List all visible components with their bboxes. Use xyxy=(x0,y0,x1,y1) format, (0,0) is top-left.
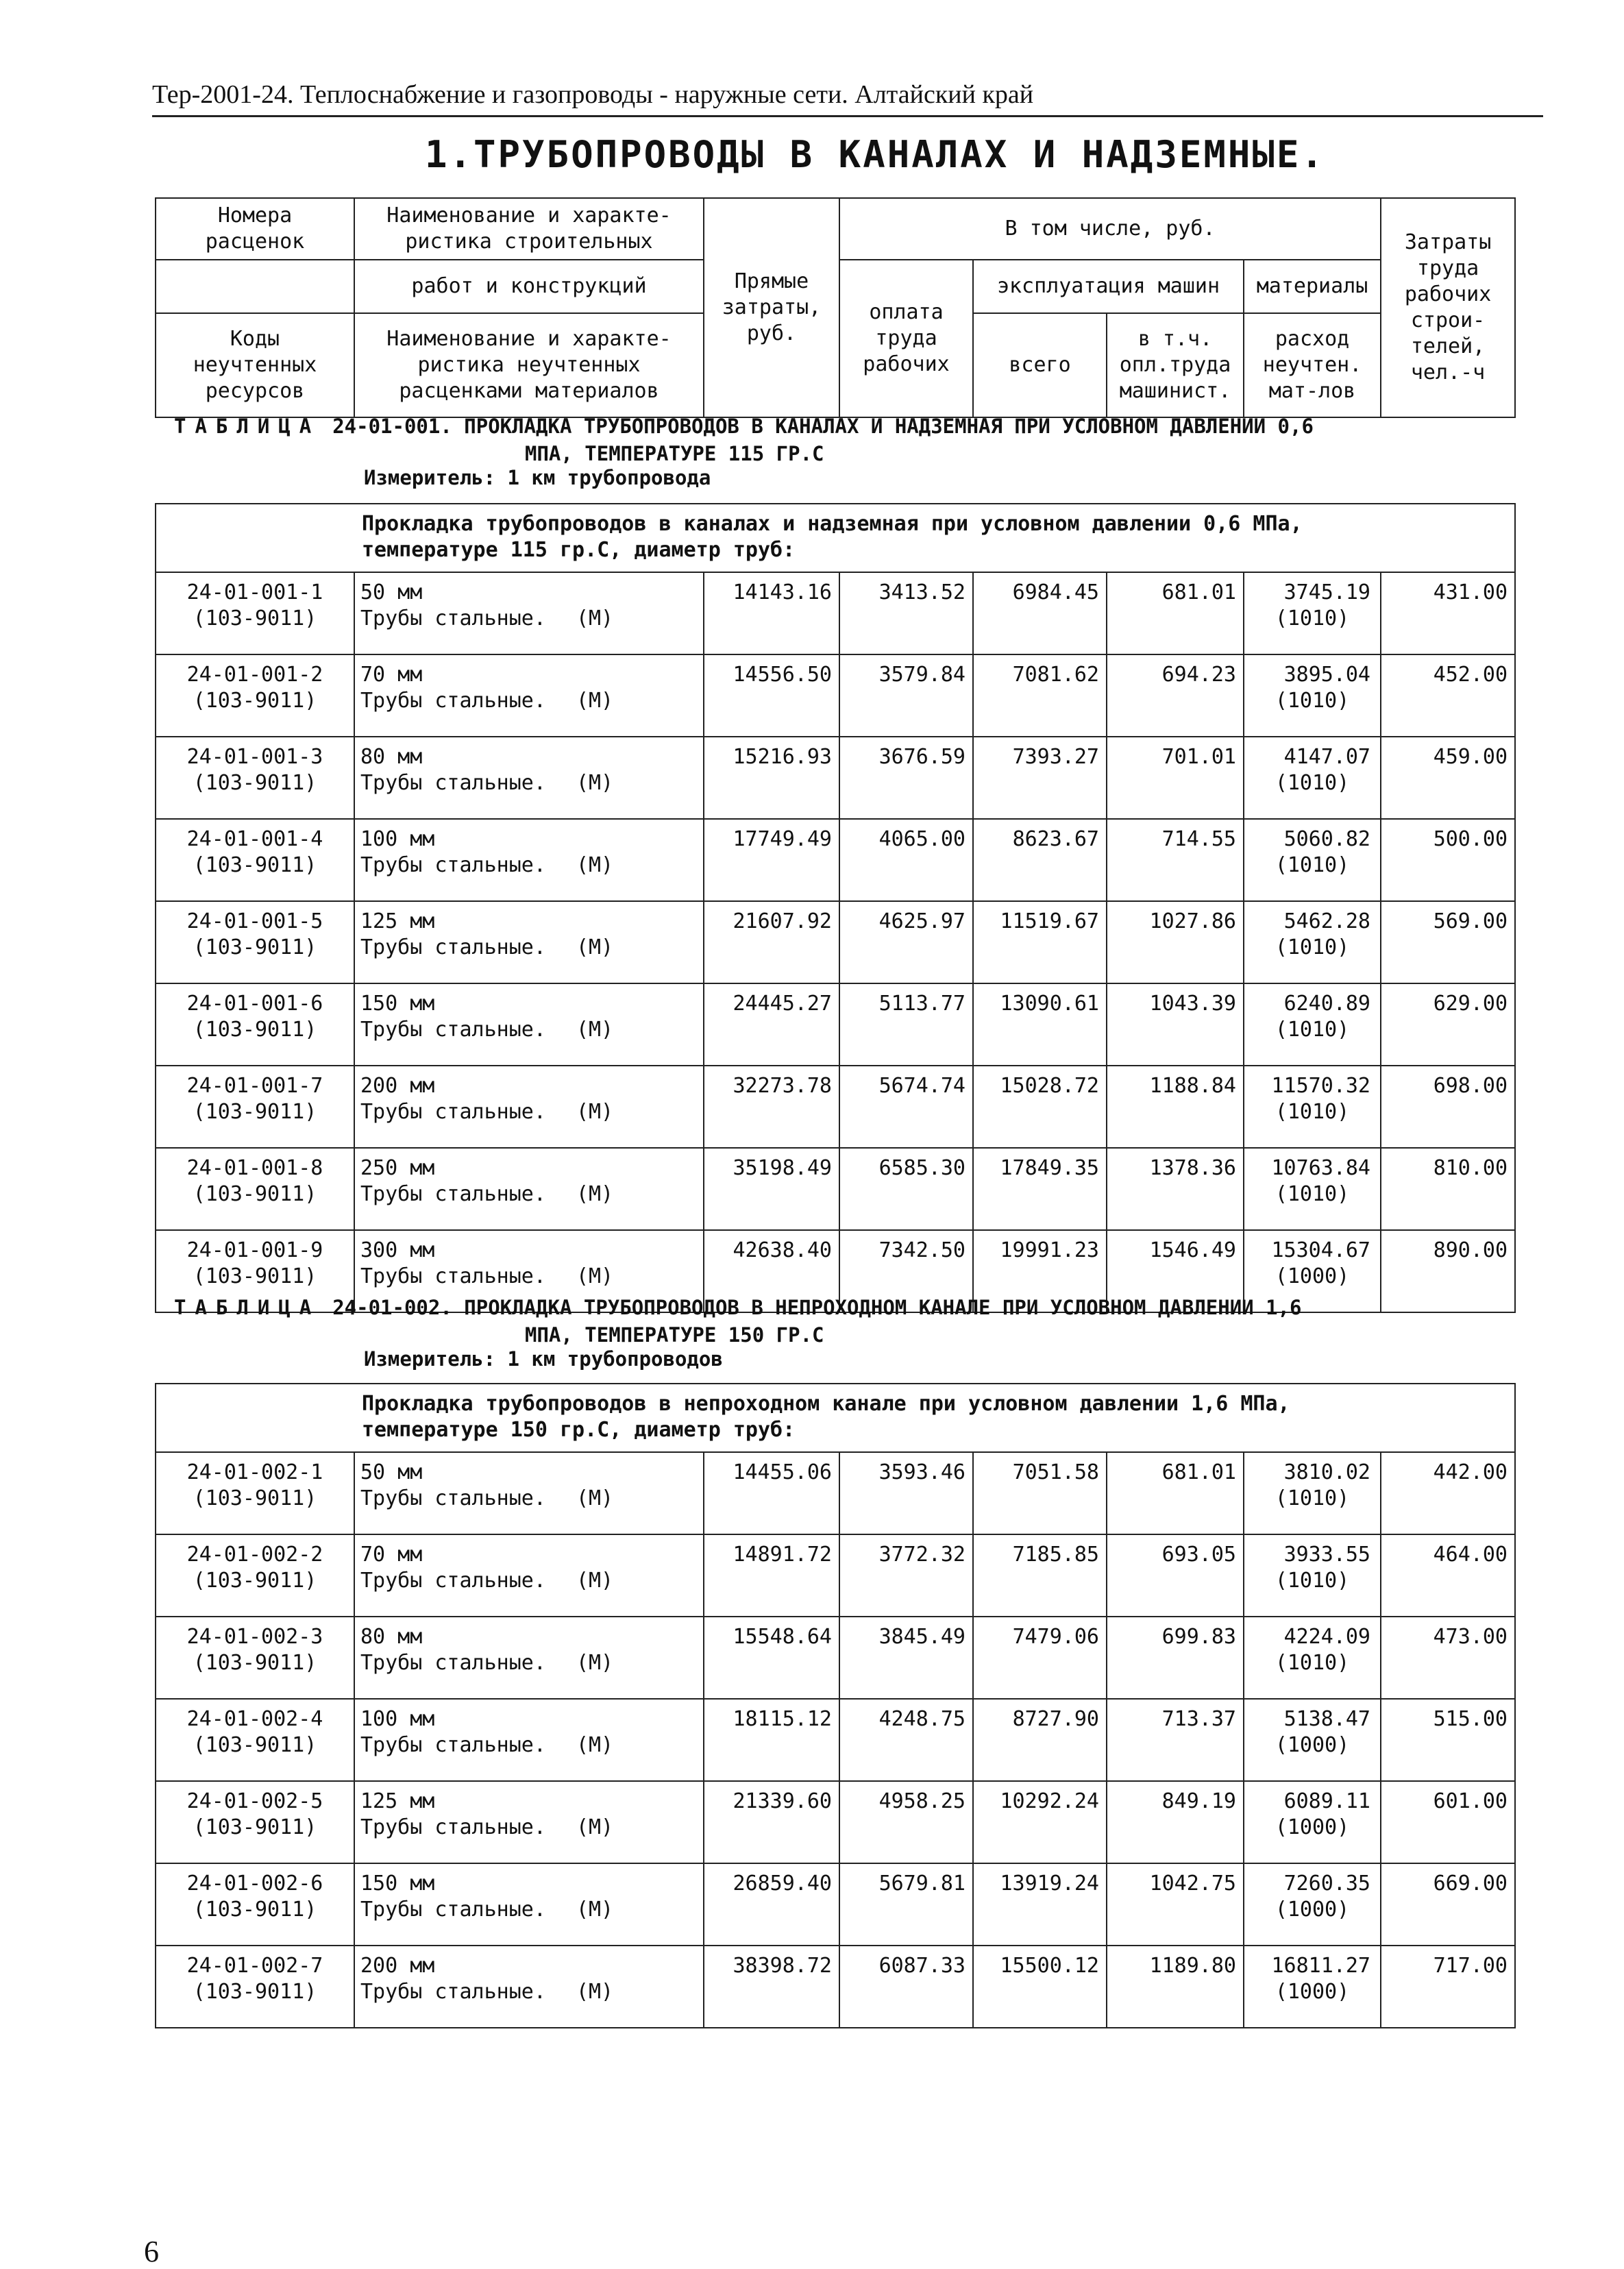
rate-code-cell xyxy=(156,1699,354,1781)
description-cell xyxy=(354,983,704,1066)
resource-code: (103-9011) xyxy=(193,689,317,713)
materials-cell xyxy=(1244,983,1381,1066)
machine-cost: 11519.67 xyxy=(973,901,1107,983)
description-cell xyxy=(354,1617,704,1699)
material-resource-code: (1000) xyxy=(1275,1264,1350,1288)
materials-cell xyxy=(1244,1452,1381,1534)
material-name: Трубы стальные. xyxy=(360,689,546,713)
material-name: Трубы стальные. xyxy=(360,1486,546,1510)
material-resource-code: (1010) xyxy=(1275,935,1350,959)
table-title-24-01-002: ТАБЛИЦА 24-01-002. ПРОКЛАДКА ТРУБОПРОВОДОВ В НЕПРОХОДНОМ КАНАЛЕ ПРИ УСЛОВНОМ ДАВЛЕНИИ 1,6 МПА, ТЕМПЕРАТУРЕ 150 ГР.С xyxy=(174,1296,1302,1347)
column-header-grid xyxy=(155,197,1516,418)
labor-cost: 4958.25 xyxy=(839,1781,973,1863)
rate-code-cell xyxy=(156,901,354,983)
material-unit: (М) xyxy=(576,1100,614,1124)
material-line xyxy=(360,1264,703,1290)
materials-cell xyxy=(1244,819,1381,901)
rate-code: 24-01-002-2 xyxy=(186,1543,323,1567)
materials-cell xyxy=(1244,1699,1381,1781)
labor-cost: 3845.49 xyxy=(839,1617,973,1699)
machine-cost: 10292.24 xyxy=(973,1781,1107,1863)
material-resource-code: (1010) xyxy=(1275,1182,1350,1206)
labor-cost: 3772.32 xyxy=(839,1534,973,1617)
labor-cost: 6087.33 xyxy=(839,1946,973,2028)
rate-code: 24-01-001-6 xyxy=(186,992,323,1016)
resource-code: (103-9011) xyxy=(193,1486,317,1510)
measure-unit: Измеритель: 1 км трубопровода xyxy=(364,466,711,489)
resource-code: (103-9011) xyxy=(193,1898,317,1922)
header-v-tom-chisle: В том числе, руб. xyxy=(839,198,1381,260)
materials-cost: 5138.47 xyxy=(1283,1707,1370,1731)
material-line xyxy=(360,1650,703,1676)
material-name: Трубы стальные. xyxy=(360,935,546,959)
direct-cost: 42638.40 xyxy=(704,1230,839,1312)
table-subheader: Прокладка трубопроводов в непроходном канале при условном давлении 1,6 МПа, температуре 150 гр.С, диаметр труб: xyxy=(156,1384,1515,1452)
pipe-diameter: 80 мм xyxy=(360,745,423,769)
table-row xyxy=(156,901,1515,983)
table-row xyxy=(156,1066,1515,1148)
table-row xyxy=(156,572,1515,654)
machine-cost: 7051.58 xyxy=(973,1452,1107,1534)
labor-cost: 3593.46 xyxy=(839,1452,973,1534)
rate-code: 24-01-002-1 xyxy=(186,1460,323,1484)
description-cell xyxy=(354,1148,704,1230)
pipe-diameter: 80 мм xyxy=(360,1625,423,1649)
rate-code-cell xyxy=(156,983,354,1066)
labor-cost: 4625.97 xyxy=(839,901,973,983)
material-unit: (М) xyxy=(576,853,614,877)
labor-cost: 6585.30 xyxy=(839,1148,973,1230)
table-title-24-01-001: ТАБЛИЦА 24-01-001. ПРОКЛАДКА ТРУБОПРОВОДОВ В КАНАЛАХ И НАДЗЕМНАЯ ПРИ УСЛОВНОМ ДАВЛЕНИИ 0,6 МПА, ТЕМПЕРАТУРЕ 115 ГР.С xyxy=(174,415,1314,465)
table-row xyxy=(156,1946,1515,2028)
materials-cell xyxy=(1244,1781,1381,1863)
machine-cost: 13919.24 xyxy=(973,1863,1107,1946)
materials-cell xyxy=(1244,1863,1381,1946)
labor-hours: 569.00 xyxy=(1381,901,1515,983)
material-unit: (М) xyxy=(576,1980,614,2004)
description-cell xyxy=(354,654,704,737)
resource-code: (103-9011) xyxy=(193,1651,317,1675)
material-resource-code: (1000) xyxy=(1275,1815,1350,1839)
labor-cost: 3579.84 xyxy=(839,654,973,737)
table-row xyxy=(156,1534,1515,1617)
measure-unit: Измеритель: 1 км трубопроводов xyxy=(364,1347,723,1371)
labor-cost: 4248.75 xyxy=(839,1699,973,1781)
direct-cost: 14455.06 xyxy=(704,1452,839,1534)
machinist-cost: 714.55 xyxy=(1107,819,1244,901)
header-oplata-truda: оплата труда рабочих xyxy=(839,260,973,417)
header-naimenovanie-rabot-cont: работ и конструкций xyxy=(354,260,704,313)
rate-code: 24-01-001-3 xyxy=(186,745,323,769)
materials-cell xyxy=(1244,1617,1381,1699)
materials-cost: 15304.67 xyxy=(1271,1238,1370,1262)
pipe-diameter: 70 мм xyxy=(360,663,423,687)
table-row xyxy=(156,1863,1515,1946)
page-number: 6 xyxy=(144,2235,159,2268)
machine-cost: 13090.61 xyxy=(973,983,1107,1066)
pipe-diameter: 300 мм xyxy=(360,1238,435,1262)
labor-cost: 3676.59 xyxy=(839,737,973,819)
pipe-diameter: 100 мм xyxy=(360,827,435,851)
rate-code-cell xyxy=(156,572,354,654)
materials-cost: 10763.84 xyxy=(1271,1156,1370,1180)
labor-hours: 890.00 xyxy=(1381,1230,1515,1312)
machinist-cost: 1378.36 xyxy=(1107,1148,1244,1230)
table-row xyxy=(156,1781,1515,1863)
header-ekspluataciya-mashin: эксплуатация машин xyxy=(973,260,1244,313)
material-resource-code: (1000) xyxy=(1275,1898,1350,1922)
rate-code: 24-01-002-7 xyxy=(186,1954,323,1978)
description-cell xyxy=(354,737,704,819)
material-unit: (М) xyxy=(576,606,614,630)
materials-cost: 6089.11 xyxy=(1283,1789,1370,1813)
labor-hours: 629.00 xyxy=(1381,983,1515,1066)
rate-code: 24-01-002-6 xyxy=(186,1872,323,1896)
pipe-diameter: 70 мм xyxy=(360,1543,423,1567)
header-naimenovanie-materialov: Наименование и характе- ристика неучтенных расценками материалов xyxy=(354,313,704,417)
running-header: Тер-2001-24. Теплоснабжение и газопроводы - наружные сети. Алтайский край xyxy=(152,80,1034,109)
machine-cost: 17849.35 xyxy=(973,1148,1107,1230)
machinist-cost: 1546.49 xyxy=(1107,1230,1244,1312)
rate-code: 24-01-002-4 xyxy=(186,1707,323,1731)
material-resource-code: (1010) xyxy=(1275,771,1350,795)
materials-cell xyxy=(1244,1534,1381,1617)
resource-code: (103-9011) xyxy=(193,1980,317,2004)
rate-code-cell xyxy=(156,1148,354,1230)
material-unit: (М) xyxy=(576,1486,614,1510)
material-unit: (М) xyxy=(576,1733,614,1757)
description-cell xyxy=(354,819,704,901)
resource-code: (103-9011) xyxy=(193,1733,317,1757)
rate-code-cell xyxy=(156,819,354,901)
rate-code-cell xyxy=(156,654,354,737)
material-name: Трубы стальные. xyxy=(360,771,546,795)
header-rule xyxy=(152,115,1543,117)
machinist-cost: 1188.84 xyxy=(1107,1066,1244,1148)
material-line xyxy=(360,1815,703,1841)
header-vsego: всего xyxy=(973,313,1107,417)
material-line xyxy=(360,935,703,961)
direct-cost: 14891.72 xyxy=(704,1534,839,1617)
material-name: Трубы стальные. xyxy=(360,1264,546,1288)
material-name: Трубы стальные. xyxy=(360,1182,546,1206)
header-pryamye-zatraty: Прямые затраты, руб. xyxy=(704,198,839,417)
machinist-cost: 693.05 xyxy=(1107,1534,1244,1617)
material-resource-code: (1010) xyxy=(1275,1651,1350,1675)
labor-hours: 698.00 xyxy=(1381,1066,1515,1148)
materials-cell xyxy=(1244,901,1381,983)
material-line xyxy=(360,1979,703,2005)
rate-code-cell xyxy=(156,1452,354,1534)
labor-hours: 601.00 xyxy=(1381,1781,1515,1863)
material-name: Трубы стальные. xyxy=(360,1815,546,1839)
labor-hours: 442.00 xyxy=(1381,1452,1515,1534)
material-name: Трубы стальные. xyxy=(360,1569,546,1593)
material-unit: (М) xyxy=(576,1182,614,1206)
materials-cost: 4224.09 xyxy=(1283,1625,1370,1649)
material-resource-code: (1000) xyxy=(1275,1733,1350,1757)
header-nomera: Номера расценок xyxy=(156,198,354,260)
rate-code-cell xyxy=(156,1946,354,2028)
materials-cost: 5060.82 xyxy=(1283,827,1370,851)
materials-cost: 3933.55 xyxy=(1283,1543,1370,1567)
resource-code: (103-9011) xyxy=(193,1018,317,1042)
machinist-cost: 694.23 xyxy=(1107,654,1244,737)
pipe-diameter: 200 мм xyxy=(360,1074,435,1098)
pipe-diameter: 150 мм xyxy=(360,1872,435,1896)
material-resource-code: (1010) xyxy=(1275,1018,1350,1042)
rate-code-cell xyxy=(156,1617,354,1699)
header-nomera-cont xyxy=(156,260,354,313)
machinist-cost: 1042.75 xyxy=(1107,1863,1244,1946)
material-line xyxy=(360,1486,703,1512)
rate-code: 24-01-001-5 xyxy=(186,909,323,933)
labor-hours: 459.00 xyxy=(1381,737,1515,819)
description-cell xyxy=(354,1066,704,1148)
direct-cost: 15216.93 xyxy=(704,737,839,819)
table-row xyxy=(156,737,1515,819)
header-zatraty-truda: Затраты труда рабочих строи- телей, чел.-ч xyxy=(1381,198,1515,417)
direct-cost: 38398.72 xyxy=(704,1946,839,2028)
pipe-diameter: 200 мм xyxy=(360,1954,435,1978)
price-table-24-01-001 xyxy=(155,503,1516,1313)
material-unit: (М) xyxy=(576,1898,614,1922)
labor-hours: 452.00 xyxy=(1381,654,1515,737)
material-resource-code: (1000) xyxy=(1275,1980,1350,2004)
material-resource-code: (1010) xyxy=(1275,689,1350,713)
direct-cost: 24445.27 xyxy=(704,983,839,1066)
rate-code: 24-01-001-2 xyxy=(186,663,323,687)
material-name: Трубы стальные. xyxy=(360,853,546,877)
direct-cost: 26859.40 xyxy=(704,1863,839,1946)
machine-cost: 7185.85 xyxy=(973,1534,1107,1617)
table-row xyxy=(156,1452,1515,1534)
direct-cost: 17749.49 xyxy=(704,819,839,901)
resource-code: (103-9011) xyxy=(193,1182,317,1206)
machinist-cost: 1043.39 xyxy=(1107,983,1244,1066)
materials-cell xyxy=(1244,1066,1381,1148)
labor-hours: 669.00 xyxy=(1381,1863,1515,1946)
section-title: 1.ТРУБОПРОВОДЫ В КАНАЛАХ И НАДЗЕМНЫЕ. xyxy=(425,133,1325,176)
resource-code: (103-9011) xyxy=(193,1100,317,1124)
direct-cost: 32273.78 xyxy=(704,1066,839,1148)
direct-cost: 14143.16 xyxy=(704,572,839,654)
materials-cell xyxy=(1244,572,1381,654)
machinist-cost: 699.83 xyxy=(1107,1617,1244,1699)
material-line xyxy=(360,1099,703,1125)
material-name: Трубы стальные. xyxy=(360,1651,546,1675)
material-resource-code: (1010) xyxy=(1275,853,1350,877)
table-row xyxy=(156,1699,1515,1781)
description-cell xyxy=(354,572,704,654)
material-line xyxy=(360,688,703,714)
direct-cost: 21607.92 xyxy=(704,901,839,983)
material-unit: (М) xyxy=(576,1815,614,1839)
machine-cost: 8623.67 xyxy=(973,819,1107,901)
resource-code: (103-9011) xyxy=(193,935,317,959)
description-cell xyxy=(354,1781,704,1863)
description-cell xyxy=(354,1452,704,1534)
materials-cost: 7260.35 xyxy=(1283,1872,1370,1896)
materials-cost: 6240.89 xyxy=(1283,992,1370,1016)
pipe-diameter: 125 мм xyxy=(360,909,435,933)
description-cell xyxy=(354,1946,704,2028)
rate-code-cell xyxy=(156,1781,354,1863)
table-row xyxy=(156,983,1515,1066)
resource-code: (103-9011) xyxy=(193,1815,317,1839)
labor-cost: 4065.00 xyxy=(839,819,973,901)
labor-hours: 810.00 xyxy=(1381,1148,1515,1230)
materials-cost: 5462.28 xyxy=(1283,909,1370,933)
pipe-diameter: 125 мм xyxy=(360,1789,435,1813)
material-line xyxy=(360,1897,703,1923)
rate-code: 24-01-001-9 xyxy=(186,1238,323,1262)
material-line xyxy=(360,1181,703,1207)
materials-cost: 3810.02 xyxy=(1283,1460,1370,1484)
resource-code: (103-9011) xyxy=(193,1264,317,1288)
rate-code-cell xyxy=(156,1066,354,1148)
description-cell xyxy=(354,1534,704,1617)
labor-hours: 500.00 xyxy=(1381,819,1515,901)
material-name: Трубы стальные. xyxy=(360,1898,546,1922)
materials-cost: 3745.19 xyxy=(1283,580,1370,604)
material-unit: (М) xyxy=(576,1018,614,1042)
material-name: Трубы стальные. xyxy=(360,1980,546,2004)
resource-code: (103-9011) xyxy=(193,771,317,795)
labor-cost: 5679.81 xyxy=(839,1863,973,1946)
material-line xyxy=(360,1017,703,1043)
rate-code-cell xyxy=(156,1534,354,1617)
machine-cost: 15028.72 xyxy=(973,1066,1107,1148)
material-resource-code: (1010) xyxy=(1275,606,1350,630)
machine-cost: 7479.06 xyxy=(973,1617,1107,1699)
labor-cost: 7342.50 xyxy=(839,1230,973,1312)
machine-cost: 6984.45 xyxy=(973,572,1107,654)
material-line xyxy=(360,770,703,796)
materials-cell xyxy=(1244,1148,1381,1230)
labor-cost: 5113.77 xyxy=(839,983,973,1066)
header-naimenovanie-rabot: Наименование и характе- ристика строительных xyxy=(354,198,704,260)
machine-cost: 15500.12 xyxy=(973,1946,1107,2028)
pipe-diameter: 150 мм xyxy=(360,992,435,1016)
labor-hours: 473.00 xyxy=(1381,1617,1515,1699)
rate-code: 24-01-001-4 xyxy=(186,827,323,851)
pipe-diameter: 50 мм xyxy=(360,1460,423,1484)
rate-code-cell xyxy=(156,1863,354,1946)
description-cell xyxy=(354,1863,704,1946)
material-name: Трубы стальные. xyxy=(360,606,546,630)
direct-cost: 35198.49 xyxy=(704,1148,839,1230)
machine-cost: 7393.27 xyxy=(973,737,1107,819)
material-resource-code: (1010) xyxy=(1275,1100,1350,1124)
materials-cost: 11570.32 xyxy=(1271,1074,1370,1098)
labor-cost: 5674.74 xyxy=(839,1066,973,1148)
material-unit: (М) xyxy=(576,771,614,795)
labor-hours: 464.00 xyxy=(1381,1534,1515,1617)
direct-cost: 18115.12 xyxy=(704,1699,839,1781)
labor-hours: 515.00 xyxy=(1381,1699,1515,1781)
description-cell xyxy=(354,901,704,983)
material-line xyxy=(360,606,703,632)
labor-hours: 717.00 xyxy=(1381,1946,1515,2028)
material-unit: (М) xyxy=(576,935,614,959)
material-unit: (М) xyxy=(576,1569,614,1593)
material-name: Трубы стальные. xyxy=(360,1018,546,1042)
machinist-cost: 681.01 xyxy=(1107,1452,1244,1534)
materials-cost: 4147.07 xyxy=(1283,745,1370,769)
resource-code: (103-9011) xyxy=(193,606,317,630)
header-rashod-materialov: расход неучтен. мат-лов xyxy=(1244,313,1381,417)
material-line xyxy=(360,1732,703,1758)
materials-cost: 16811.27 xyxy=(1271,1954,1370,1978)
description-cell xyxy=(354,1699,704,1781)
material-unit: (М) xyxy=(576,1651,614,1675)
rate-code: 24-01-002-3 xyxy=(186,1625,323,1649)
table-subheader: Прокладка трубопроводов в каналах и надземная при условном давлении 0,6 МПа, температуре 115 гр.С, диаметр труб: xyxy=(156,504,1515,572)
materials-cost: 3895.04 xyxy=(1283,663,1370,687)
table-row xyxy=(156,1148,1515,1230)
machinist-cost: 701.01 xyxy=(1107,737,1244,819)
material-unit: (М) xyxy=(576,1264,614,1288)
material-resource-code: (1010) xyxy=(1275,1569,1350,1593)
machine-cost: 19991.23 xyxy=(973,1230,1107,1312)
machinist-cost: 681.01 xyxy=(1107,572,1244,654)
header-vtch-mashinist: в т.ч. опл.труда машинист. xyxy=(1107,313,1244,417)
machine-cost: 7081.62 xyxy=(973,654,1107,737)
machinist-cost: 849.19 xyxy=(1107,1781,1244,1863)
table-row xyxy=(156,654,1515,737)
material-resource-code: (1010) xyxy=(1275,1486,1350,1510)
labor-hours: 431.00 xyxy=(1381,572,1515,654)
price-table-24-01-002 xyxy=(155,1383,1516,2028)
pipe-diameter: 250 мм xyxy=(360,1156,435,1180)
resource-code: (103-9011) xyxy=(193,1569,317,1593)
materials-cell xyxy=(1244,1946,1381,2028)
materials-cell xyxy=(1244,737,1381,819)
machinist-cost: 1027.86 xyxy=(1107,901,1244,983)
direct-cost: 15548.64 xyxy=(704,1617,839,1699)
materials-cell xyxy=(1244,654,1381,737)
rate-code: 24-01-002-5 xyxy=(186,1789,323,1813)
material-name: Трубы стальные. xyxy=(360,1733,546,1757)
header-kody: Коды неучтенных ресурсов xyxy=(156,313,354,417)
machinist-cost: 713.37 xyxy=(1107,1699,1244,1781)
material-name: Трубы стальные. xyxy=(360,1100,546,1124)
table-row xyxy=(156,819,1515,901)
rate-code: 24-01-001-7 xyxy=(186,1074,323,1098)
direct-cost: 14556.50 xyxy=(704,654,839,737)
header-materialy: материалы xyxy=(1244,260,1381,313)
direct-cost: 21339.60 xyxy=(704,1781,839,1863)
rate-code: 24-01-001-1 xyxy=(186,580,323,604)
rate-code: 24-01-001-8 xyxy=(186,1156,323,1180)
labor-cost: 3413.52 xyxy=(839,572,973,654)
material-line xyxy=(360,1568,703,1594)
pipe-diameter: 50 мм xyxy=(360,580,423,604)
material-unit: (М) xyxy=(576,689,614,713)
rate-code-cell xyxy=(156,737,354,819)
material-line xyxy=(360,853,703,879)
table-row xyxy=(156,1617,1515,1699)
machine-cost: 8727.90 xyxy=(973,1699,1107,1781)
pipe-diameter: 100 мм xyxy=(360,1707,435,1731)
machinist-cost: 1189.80 xyxy=(1107,1946,1244,2028)
resource-code: (103-9011) xyxy=(193,853,317,877)
